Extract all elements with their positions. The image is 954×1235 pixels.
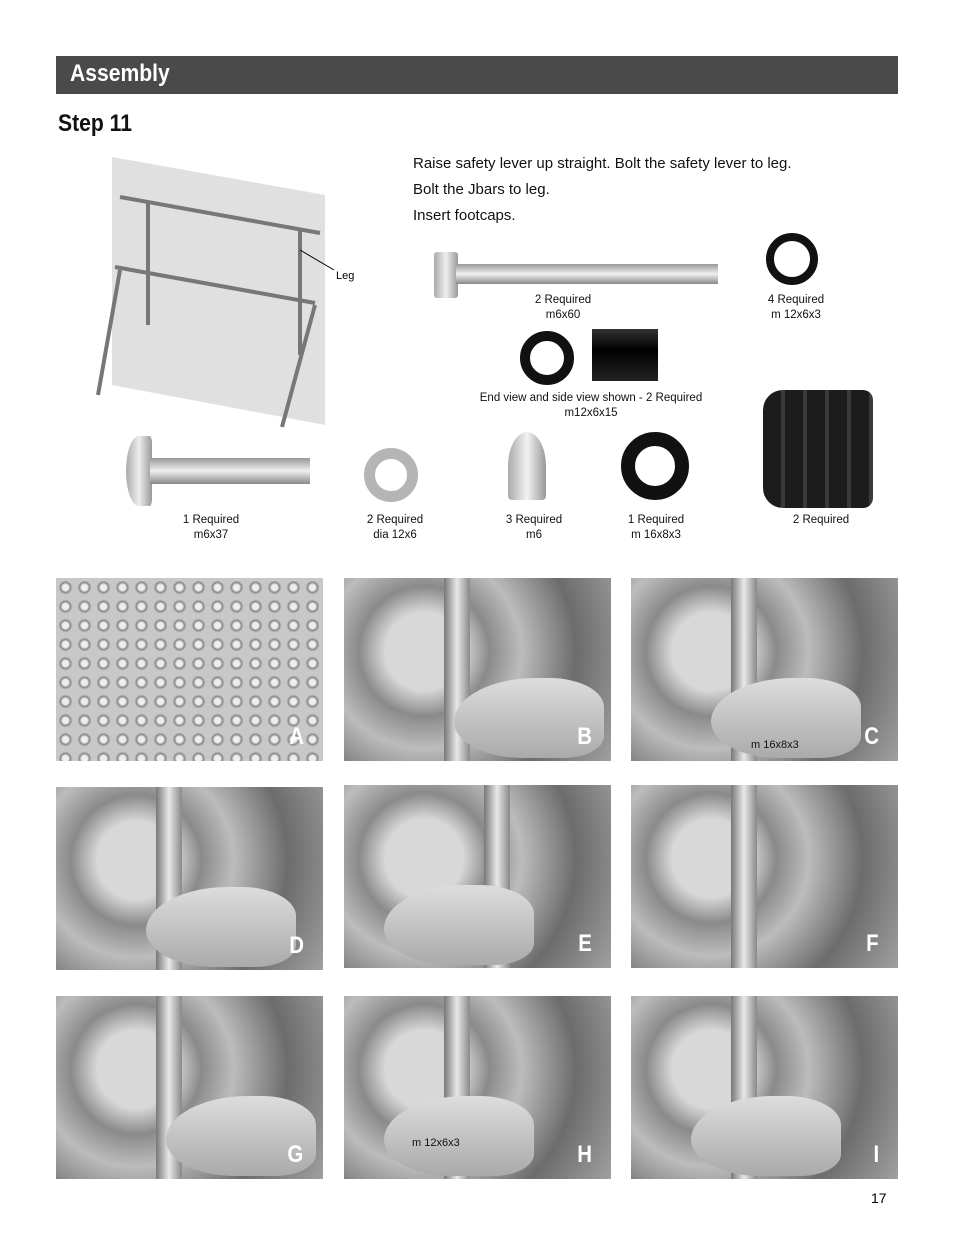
photo-d: D [56,787,323,970]
part-caption: 2 Required m6x60 [534,294,592,321]
photo-g: G [56,996,323,1179]
photo-a: A [56,578,323,761]
cap-nut-image [508,432,546,500]
spacer-side-image [592,329,658,381]
carriage-bolt-image [126,436,310,506]
part-caption: End view and side view shown - 2 Required m12x6x15 [479,392,703,419]
section-banner [56,56,898,94]
photo-e: E [344,785,611,968]
photo-f: F [631,785,898,968]
washer-dia12-image [364,448,418,502]
instruction-2: Bolt the Jbars to leg. [413,181,550,198]
part-caption: 2 Required dia 12x6 [366,514,424,541]
part-caption: 3 Required m6 [505,514,563,541]
part-caption: 4 Required m 12x6x3 [767,294,825,321]
instruction-1: Raise safety lever up straight. Bolt the safety lever to leg. [413,155,792,172]
part-caption: 1 Required m 16x8x3 [627,514,685,541]
section-title: Assembly [70,60,170,87]
photo-b: B [344,578,611,761]
bolt-m6x60-image [434,252,718,292]
photo-c: m 16x8x3 C [631,578,898,761]
photo-i: I [631,996,898,1179]
leg-assembly-diagram [90,155,380,435]
page-number: 17 [871,1190,887,1206]
spacer-end-image [520,331,574,385]
footcap-image [763,390,873,508]
part-caption: 1 Required m6x37 [182,514,240,541]
washer-m12-image [766,233,818,285]
instruction-3: Insert footcaps. [413,207,516,224]
step-title: Step 11 [58,110,132,137]
leg-label: Leg [336,270,355,282]
part-caption: 2 Required [792,514,850,526]
washer-m16-image [621,432,689,500]
photo-h: m 12x6x3 H [344,996,611,1179]
